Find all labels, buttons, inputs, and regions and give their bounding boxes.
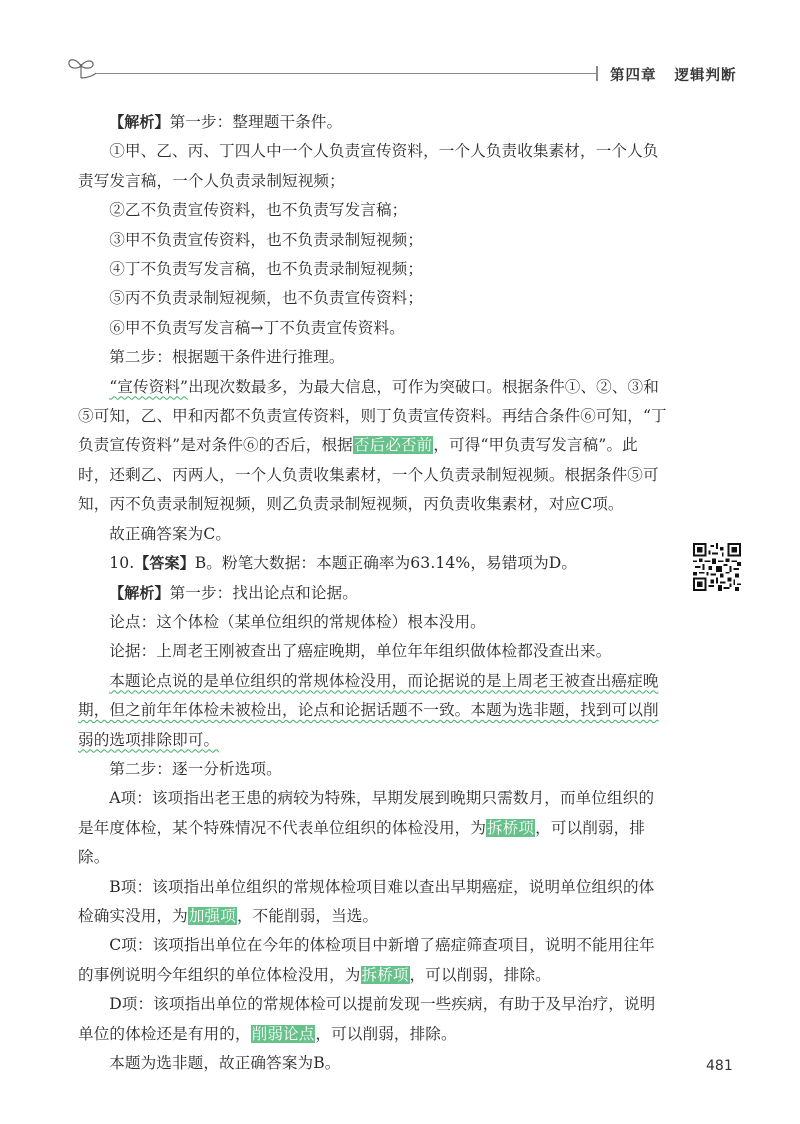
option-a-tail: ，可以削弱，排除。	[78, 818, 645, 867]
q10-evidence: 论据：上周老王刚被查出了癌症晚期，单位年年组织做体检都没查出来。	[109, 642, 612, 661]
page-content	[78, 108, 668, 1078]
condition-3: ③甲不负责宣传资料，也不负责录制短视频；	[109, 230, 424, 249]
answer-9: 故正确答案为C。	[109, 524, 232, 543]
reasoning-text-b: ，可得“甲负责写发言稿”。此时，还剩乙、丙两人，一个人负责收集素材，一个人负责录制短视频。根据条件⑤可知，丙不负责录制短视频，则乙负责录制短视频，丙负责收集素材，对应C项。	[78, 436, 659, 514]
q10-step1-text: 第一步：找出论点和论据。	[169, 583, 358, 602]
page-number: 481	[706, 1058, 733, 1074]
option-d	[78, 990, 668, 1049]
option-c-tail: ，可以削弱，排除。	[409, 965, 551, 984]
answer-tag: 【答案】	[134, 554, 195, 573]
option-a-text: A项：该项指出老王患的病较为特殊，早期发展到晚期只需数月，而单位组织的是年度体检，某个特殊情况不代表单位组织的体检没用，为	[78, 789, 655, 837]
header-rule-tick	[596, 66, 598, 81]
q10-step1	[78, 579, 668, 608]
option-b-tail: ，不能削弱，当选。	[236, 906, 379, 925]
key-term: “宣传资料”	[109, 377, 189, 396]
reasoning-text-a: 出现次数最多，为最大信息，可作为突破口。根据条件①、②、③和⑤可知，乙、甲和丙都不负责宣传资料，则丁负责宣传资料。再结合条件⑥可知，“丁负责宣传资料”是对条件⑥的否后，根据	[78, 377, 667, 455]
condition-2: ②乙不负责宣传资料，也不负责写发言稿；	[109, 201, 408, 220]
option-a	[78, 784, 668, 872]
q10-claim: 论点：这个体检（某单位组织的常规体检）根本没用。	[109, 612, 486, 631]
q10-answer-text: B。粉笔大数据：本题正确率为63.14%，易错项为D。	[194, 554, 578, 573]
option-c	[78, 931, 668, 990]
q10-note-text: 本题论点说的是单位组织的常规体检没用，而论据说的是上周老王被查出癌症晚期，但之前年年体检未被检出，论点和论据话题不一致。本题为选非题，找到可以削弱的选项排除即可。	[78, 671, 659, 749]
chapter-label: 第四章	[610, 68, 657, 84]
q10-step2: 第二步：逐一分析选项。	[109, 759, 282, 778]
condition-1: ①甲、乙、丙、丁四人中一个人负责宣传资料，一个人负责收集素材，一个人负责写发言稿，一个人负责录制短视频；	[78, 142, 659, 190]
analysis-tag-2: 【解析】	[109, 583, 170, 602]
q10-answer	[78, 549, 668, 578]
option-b	[78, 873, 668, 932]
option-d-highlight: 削弱论点	[251, 1024, 315, 1043]
sprout-icon	[66, 54, 96, 80]
analysis-tag: 【解析】	[109, 113, 170, 131]
option-b-highlight: 加强项	[188, 906, 236, 925]
qr-code-icon	[693, 543, 741, 591]
answer-10: 本题为选非题，故正确答案为B。	[109, 1054, 341, 1072]
condition-5: ⑤丙不负责录制短视频，也不负责宣传资料；	[109, 289, 424, 308]
option-d-text: D项：该项指出单位的常规体检可以提前发现一些疾病，有助于及早治疗，说明单位的体检还是有用的，	[78, 995, 656, 1043]
condition-6: ⑥甲不负责写发言稿→丁不负责宣传资料。	[109, 318, 405, 337]
q10-note	[78, 667, 668, 755]
condition-4: ④丁不负责写发言稿，也不负责录制短视频；	[109, 260, 424, 279]
step2-title: 第二步：根据题干条件进行推理。	[109, 348, 345, 367]
step1-title: 第一步：整理题干条件。	[169, 113, 343, 131]
highlight-rule: 否后必否前	[353, 436, 433, 455]
q9-step1	[78, 108, 668, 137]
q10-number: 10.	[109, 554, 135, 573]
option-c-highlight: 拆桥项	[361, 965, 409, 984]
option-c-text: C项：该项指出单位在今年的体检项目中新增了癌症筛查项目，说明不能用往年的事例说明今年组织的单位体检没用，为	[78, 936, 655, 984]
option-b-text: B项：该项指出单位组织的常规体检项目难以查出早期癌症，说明单位组织的体检确实没用，为	[78, 877, 655, 925]
header-rule	[96, 73, 596, 74]
reasoning-paragraph	[78, 373, 668, 520]
chapter-title: 逻辑判断	[674, 68, 737, 84]
option-a-highlight: 拆桥项	[487, 818, 535, 837]
chapter-heading	[610, 64, 737, 85]
option-d-tail: ，可以削弱，排除。	[315, 1024, 457, 1043]
